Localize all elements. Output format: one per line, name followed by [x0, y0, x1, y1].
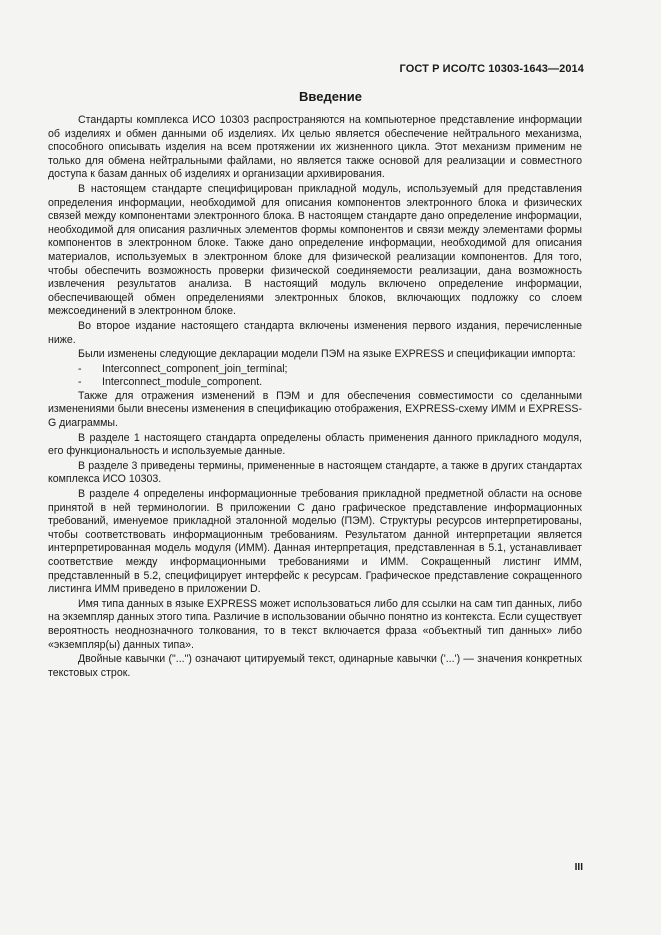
- paragraph: Также для отражения изменений в ПЭМ и для обеспечения совместимости со сделанными изменениями были внесены изменения в спецификацию отображения, EXPRESS-схему ИММ и EXPRESS-G диаграммы.: [48, 389, 582, 430]
- list-dash: -: [78, 362, 82, 375]
- section-body: [48, 114, 582, 681]
- list-item: [48, 376, 582, 390]
- paragraph: Двойные кавычки ("...") означают цитируемый текст, одинарные кавычки ('...') — значения конкретных текстовых строк.: [48, 653, 582, 679]
- list-dash: -: [78, 376, 82, 389]
- document-id-header: ГОСТ Р ИСО/ТС 10303-1643—2014: [399, 63, 584, 75]
- paragraph: В разделе 1 настоящего стандарта определены область применения данного прикладного модуля, его функциональность и используемые данные.: [48, 431, 582, 458]
- paragraph: Стандарты комплекса ИСО 10303 распространяются на компьютерное представление информации об изделиях и обмен данными об изделиях. Их целью является обеспечение нейтрального механизма, способного описывать изделия на всем протяжении их жизненного цикла. Этот механизм применим не только для обмена нейтральными файлами, но является также основой для реализации и совместного доступа к базам данных об изделиях и организации архивирования.: [48, 114, 582, 181]
- paragraph: В разделе 3 приведены термины, примененные в настоящем стандарте, а также в других стандартах комплекса ИСО 10303.: [48, 459, 582, 486]
- list-item: [48, 363, 582, 377]
- paragraph: Имя типа данных в языке EXPRESS может использоваться либо для ссылки на сам тип данных, либо на экземпляр данных этого типа. Различие в использовании обычно понятно из контекста. Если существует вероятность неоднозначного толкования, то в текст включается фраза «объектный тип данных» либо «экземпляр(ы) данных типа».: [48, 597, 582, 651]
- paragraph: В настоящем стандарте специфицирован прикладной модуль, используемый для представления определения информации, необходимой для описания компонентов электронного блока и физических связей между компонентами электронного блока. В настоящем стандарте дано определение информации, необходимой для описания различных элементов формы компонентов и связи между элементами формы компонентов в электронном блоке. Также дано определение информации, необходимой для описания материалов, используемых в электронном блоке для физической реализации компонентов. Для того, чтобы обеспечить возможность проверки физической соединяемости реализации, дана возможность извлечения результатов анализа. В настоящий модуль включено определение информации, обеспечивающей обмен определениями электронных блоков, включающих подложку со слоем межсоединений в электронном блоке.: [48, 182, 582, 318]
- paragraph: В разделе 4 определены информационные требования прикладной предметной области на основе принятой в ней терминологии. В приложении С дано графическое представление информационных требований, именуемое прикладной эталонной моделью (ПЭМ). Структуры ресурсов интерпретированы, чтобы соответствовать информационным требованиям. Результатом данной интерпретации является интерпретированная модель модуля (ИММ). Данная интерпретация, представленная в 5.1, устанавливает соответствие между информационными требованиями и ИММ. Сокращенный листинг ИММ, представленный в 5.2, специфицирует интерфейс к ресурсам. Графическое представление сокращенного листинга ИММ приведено в приложении D.: [48, 488, 582, 596]
- page-number: III: [574, 862, 583, 873]
- paragraph: Во второе издание настоящего стандарта включены изменения первого издания, перечисленные ниже.: [48, 319, 582, 346]
- section-title: Введение: [299, 89, 362, 104]
- paragraph: Были изменены следующие декларации модели ПЭМ на языке EXPRESS и спецификации импорта:: [78, 348, 576, 361]
- list-item-text: Interconnect_module_component.: [102, 376, 263, 389]
- list-item-text: Interconnect_component_join_terminal;: [102, 362, 288, 375]
